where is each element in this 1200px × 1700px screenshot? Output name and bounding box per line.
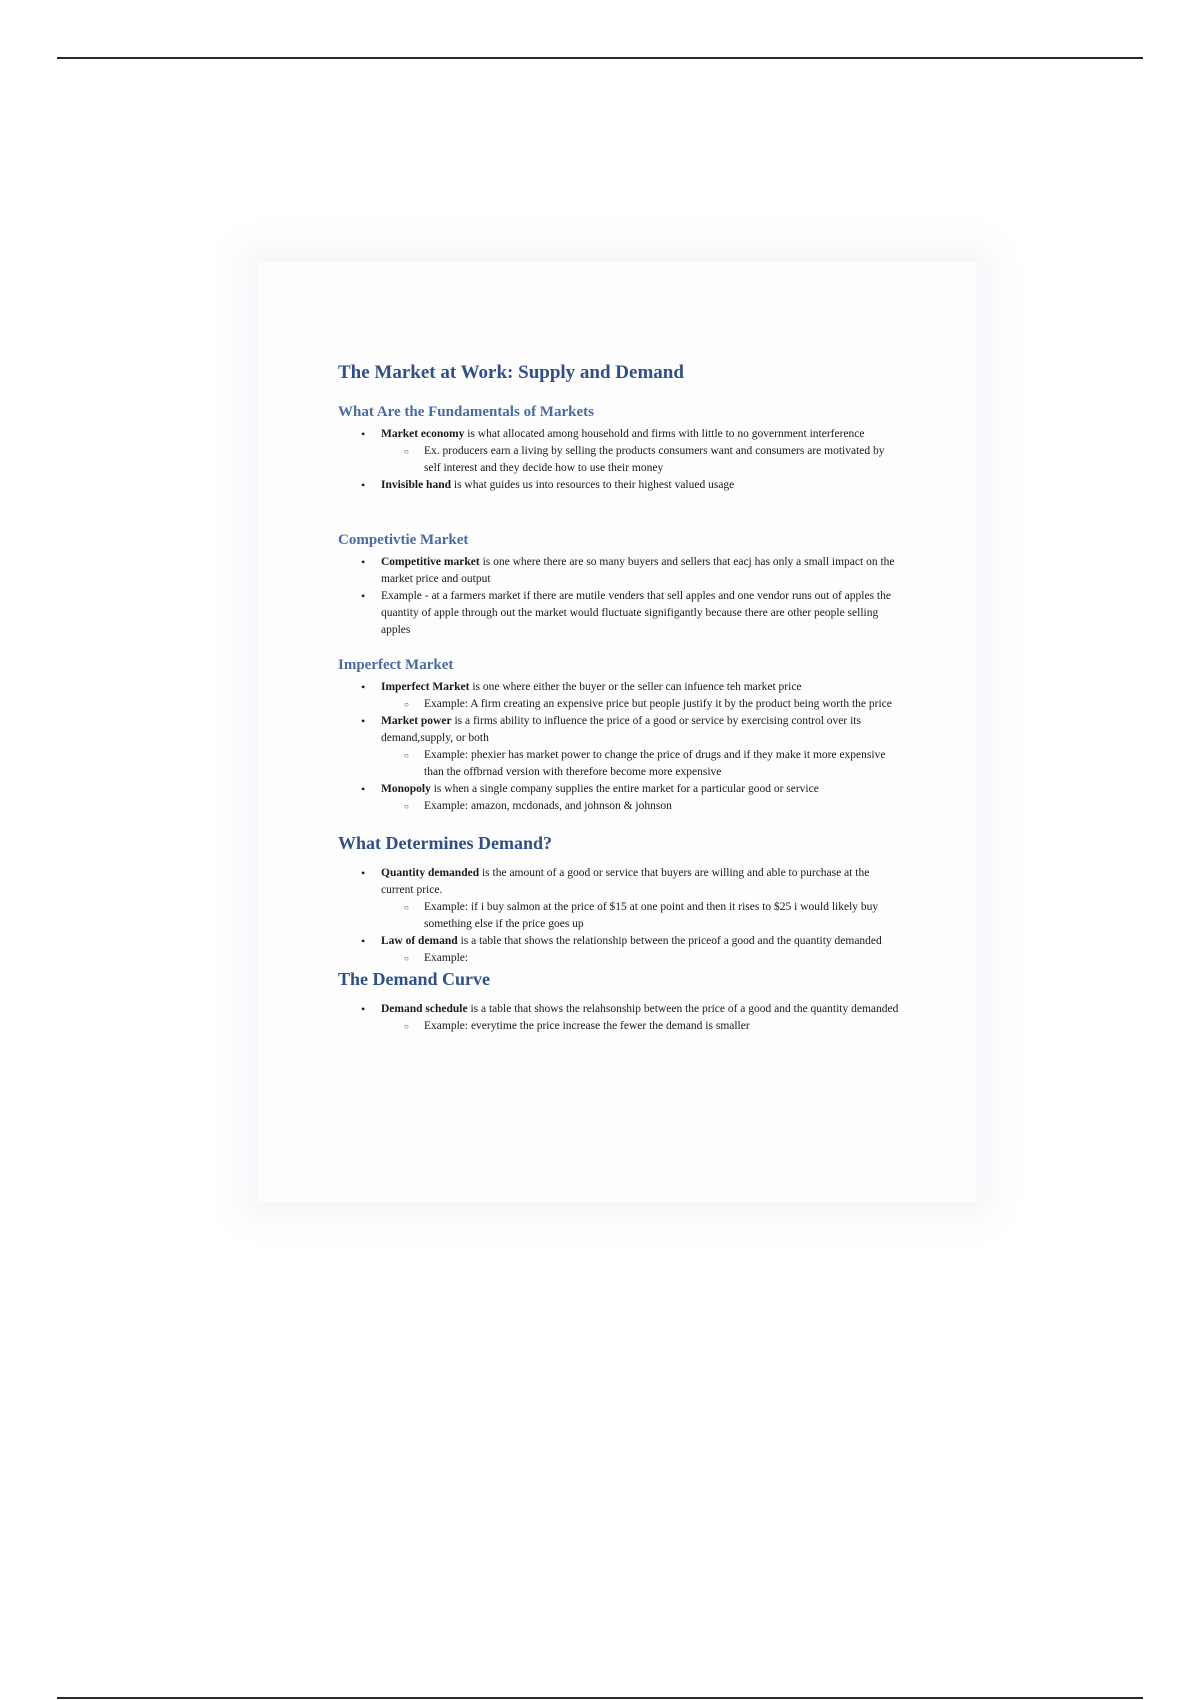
section-list-demand: [338, 865, 900, 967]
list-item: [338, 679, 900, 696]
definition: is one where there are so many buyers and sellers that eacj has only a small impact on the market price and output: [381, 556, 895, 585]
top-rule: [57, 57, 1143, 59]
sub-list-item: ○ Example: amazon, mcdonads, and johnson & johnson: [338, 798, 900, 815]
sub-list-item: ○ Ex. producers earn a living by selling the products consumers want and consumers are motivated by self interest and they decide how to use their money: [338, 443, 900, 477]
list-item: [338, 713, 900, 747]
definition: Example - at a farmers market if there are mutile venders that sell apples and one vendor runs out of apples the quantity of apple through out the market would fluctuate signifigantly because there are other people selling apples: [381, 590, 891, 636]
section-heading-fundamentals: What Are the Fundamentals of Markets: [338, 404, 594, 420]
list-item: [338, 933, 900, 950]
definition: is a table that shows the relationship between the priceof a good and the quantity demanded: [457, 935, 882, 947]
term: Law of demand: [381, 935, 458, 947]
list-item: [338, 588, 900, 639]
definition: is a firms ability to influence the price of a good or service by exercising control over its demand,supply, or both: [381, 715, 861, 744]
section-list-competitive: [338, 554, 900, 639]
definition: is a table that shows the relahsonship between the price of a good and the quantity demanded: [467, 1003, 899, 1015]
list-item: [338, 781, 900, 798]
sub-list-item: ○ Example:: [338, 950, 900, 967]
term: Market power: [381, 715, 452, 727]
list-item: [338, 477, 900, 494]
section-heading-imperfect: Imperfect Market: [338, 657, 454, 673]
list-item: [338, 426, 900, 443]
section-list-fundamentals: [338, 426, 900, 494]
term: Market economy: [381, 428, 465, 440]
section-list-demand-curve: [338, 1001, 900, 1035]
definition: is one where either the buyer or the seller can infuence teh market price: [469, 681, 802, 693]
term: Invisible hand: [381, 479, 451, 491]
section-list-imperfect: [338, 679, 900, 815]
sub-list-item: ○ Example: everytime the price increase the fewer the demand is smaller: [338, 1018, 900, 1035]
definition: is what guides us into resources to their highest valued usage: [451, 479, 735, 491]
term: Monopoly: [381, 783, 431, 795]
term: Quantity demanded: [381, 867, 480, 879]
definition: is what allocated among household and firms with little to no government interference: [464, 428, 865, 440]
sub-list-item: ○ Example: A firm creating an expensive price but people justify it by the product being worth the price: [338, 696, 900, 713]
section-heading-demand: What Determines Demand?: [338, 833, 552, 853]
list-item: [338, 554, 900, 588]
document-body: [338, 360, 900, 1035]
definition: is when a single company supplies the entire market for a particular good or service: [430, 783, 819, 795]
list-item: [338, 1001, 900, 1018]
section-heading-demand-curve: The Demand Curve: [338, 969, 490, 989]
sub-list-item: ○ Example: phexier has market power to change the price of drugs and if they make it more expensive than the offbrnad version with therefore become more expensive: [338, 747, 900, 781]
term: Demand schedule: [381, 1003, 468, 1015]
term: Imperfect Market: [381, 681, 470, 693]
list-item: [338, 865, 900, 899]
definition: is the amount of a good or service that buyers are willing and able to purchase at the current price.: [381, 867, 870, 896]
section-heading-competitive: Competivtie Market: [338, 532, 469, 548]
term: Competitive market: [381, 556, 480, 568]
sub-list-item: ○ Example: if i buy salmon at the price of $15 at one point and then it rises to $25 i would likely buy something else if the price goes up: [338, 899, 900, 933]
document-title: The Market at Work: Supply and Demand: [338, 362, 684, 383]
bottom-rule: [57, 1697, 1143, 1699]
